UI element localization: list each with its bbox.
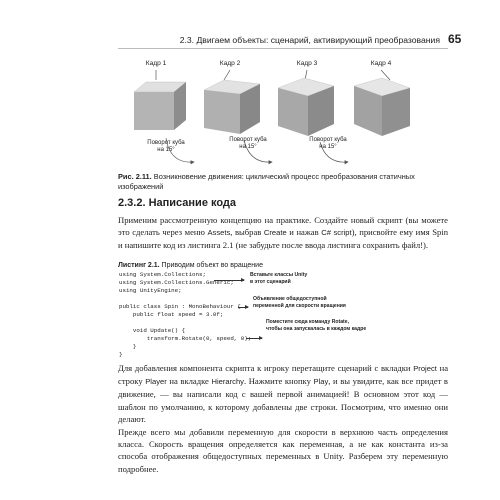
text-run: Для добавления компонента скрипта к игроку перетащите сценарий с вкладки <box>118 363 414 373</box>
cube-frame-1 <box>134 82 186 130</box>
listing-label: Листинг 2.1. <box>118 262 160 269</box>
code-note-line: Объявление общедоступной <box>253 296 327 302</box>
code-note-line: Вставьте классы Unity <box>250 272 308 278</box>
text-run: , и вы увидите, как все придет в движение, — вы написали код с вашей первой анимацией! В основном этот код — шаблон по умолчанию, к которому добавлены две строки. Посмотрим, что именно они делают. <box>118 376 448 424</box>
code-note-line: Поместите сюда команду Rotate, <box>266 319 349 325</box>
code-note-line: переменной для скорости вращения <box>253 303 346 310</box>
code-line: using System.Collections.Generic; <box>119 279 234 286</box>
rotation-note-1 <box>131 140 201 154</box>
frame-label-2: Кадр 2 <box>219 60 241 67</box>
code-note-1 <box>250 272 307 287</box>
text-run: на строку <box>118 363 449 387</box>
rotation-note-line2: на 15° <box>239 144 257 151</box>
code-line: public class Spin : MonoBehaviour { <box>119 303 241 310</box>
cube-frame-3 <box>278 78 334 136</box>
caption-text: Возникновение движения: циклический процесс преобразования статичных изображений <box>118 172 415 191</box>
rotation-note-line1: Поворот куба <box>147 140 185 146</box>
code-note-3 <box>266 319 366 334</box>
text-run: Применим рассмотренную концепцию на практике. Создайте новый скрипт (вы можете это сделать через меню <box>118 215 448 238</box>
code-line: } <box>119 343 137 350</box>
figure-caption <box>118 172 448 192</box>
frame-label-4: Кадр 4 <box>370 60 392 67</box>
text-run: и нажав <box>286 227 322 238</box>
caption-label: Рис. 2.11. <box>118 172 152 181</box>
rotation-note-line1: Поворот куба <box>229 137 267 143</box>
rotation-note-3 <box>293 137 363 151</box>
ui-term-player: Player <box>145 377 167 387</box>
ui-term-play: Play <box>313 377 329 387</box>
code-line: public float speed = 3.0f; <box>119 311 224 318</box>
code-note-line: чтобы она запускалась в каждом кадре <box>266 326 367 333</box>
annotation-arrow-2 <box>238 307 248 308</box>
rotation-note-line1: Поворот куба <box>309 137 347 143</box>
code-line: } <box>119 351 123 358</box>
text-run: на вкладке <box>166 376 212 387</box>
frame-label-3: Кадр 3 <box>296 60 318 67</box>
ui-term-hierarchy: Hierarchy <box>211 377 244 387</box>
running-head: 2.3. Двигаем объекты: сценарий, активирующий преобразования <box>179 35 440 45</box>
header-rule <box>118 48 448 49</box>
annotation-arrow-3 <box>246 338 262 339</box>
rotation-note-line2: на 15° <box>319 144 337 151</box>
menu-term-assets: Assets <box>207 228 231 238</box>
code-note-line: в этот сценарий <box>250 279 291 286</box>
code-line: void Update() { <box>119 327 186 334</box>
paragraph-1 <box>118 214 448 252</box>
paragraph-2 <box>118 362 448 425</box>
leader-line-2 <box>224 70 230 80</box>
cube-frame-4 <box>354 78 410 136</box>
text-run: . Нажмите кнопку <box>243 376 314 387</box>
listing-title-text: Приводим объект во вращение <box>159 262 263 269</box>
menu-term-csscript: C# script <box>321 228 352 238</box>
code-line: transform.Rotate(0, speed, 0); <box>119 335 252 342</box>
paragraph-3: Прежде всего мы добавили переменную для скорости в верхнюю часть определения класса. Скорость вращения определяется как переменная, а не как константа из-за способа отображения общедоступных переменных в Unity. Разберем эту переменную подробнее. <box>118 427 448 474</box>
ui-term-project: Project <box>413 364 437 373</box>
text-run: , выбрав <box>230 227 264 238</box>
page-number: 65 <box>448 32 462 46</box>
code-line: using System.Collections; <box>119 271 206 278</box>
cube-frame-2 <box>204 80 260 134</box>
frame-label-1: Кадр 1 <box>145 60 167 67</box>
listing-title <box>118 262 263 269</box>
menu-term-create: Create <box>263 228 287 238</box>
code-line: using UnityEngine; <box>119 287 182 294</box>
rotation-note-2 <box>213 137 283 151</box>
text-run: ), присвойте ему имя Spin и напишите код из листинга 2.1 (не забудьте после ввода листинга сохранить файл!). <box>118 227 448 251</box>
code-note-2 <box>253 296 346 311</box>
section-heading: 2.3.2. Написание кода <box>118 197 237 209</box>
rotation-note-line2: на 15° <box>157 147 175 154</box>
annotation-arrow-1 <box>214 280 244 281</box>
